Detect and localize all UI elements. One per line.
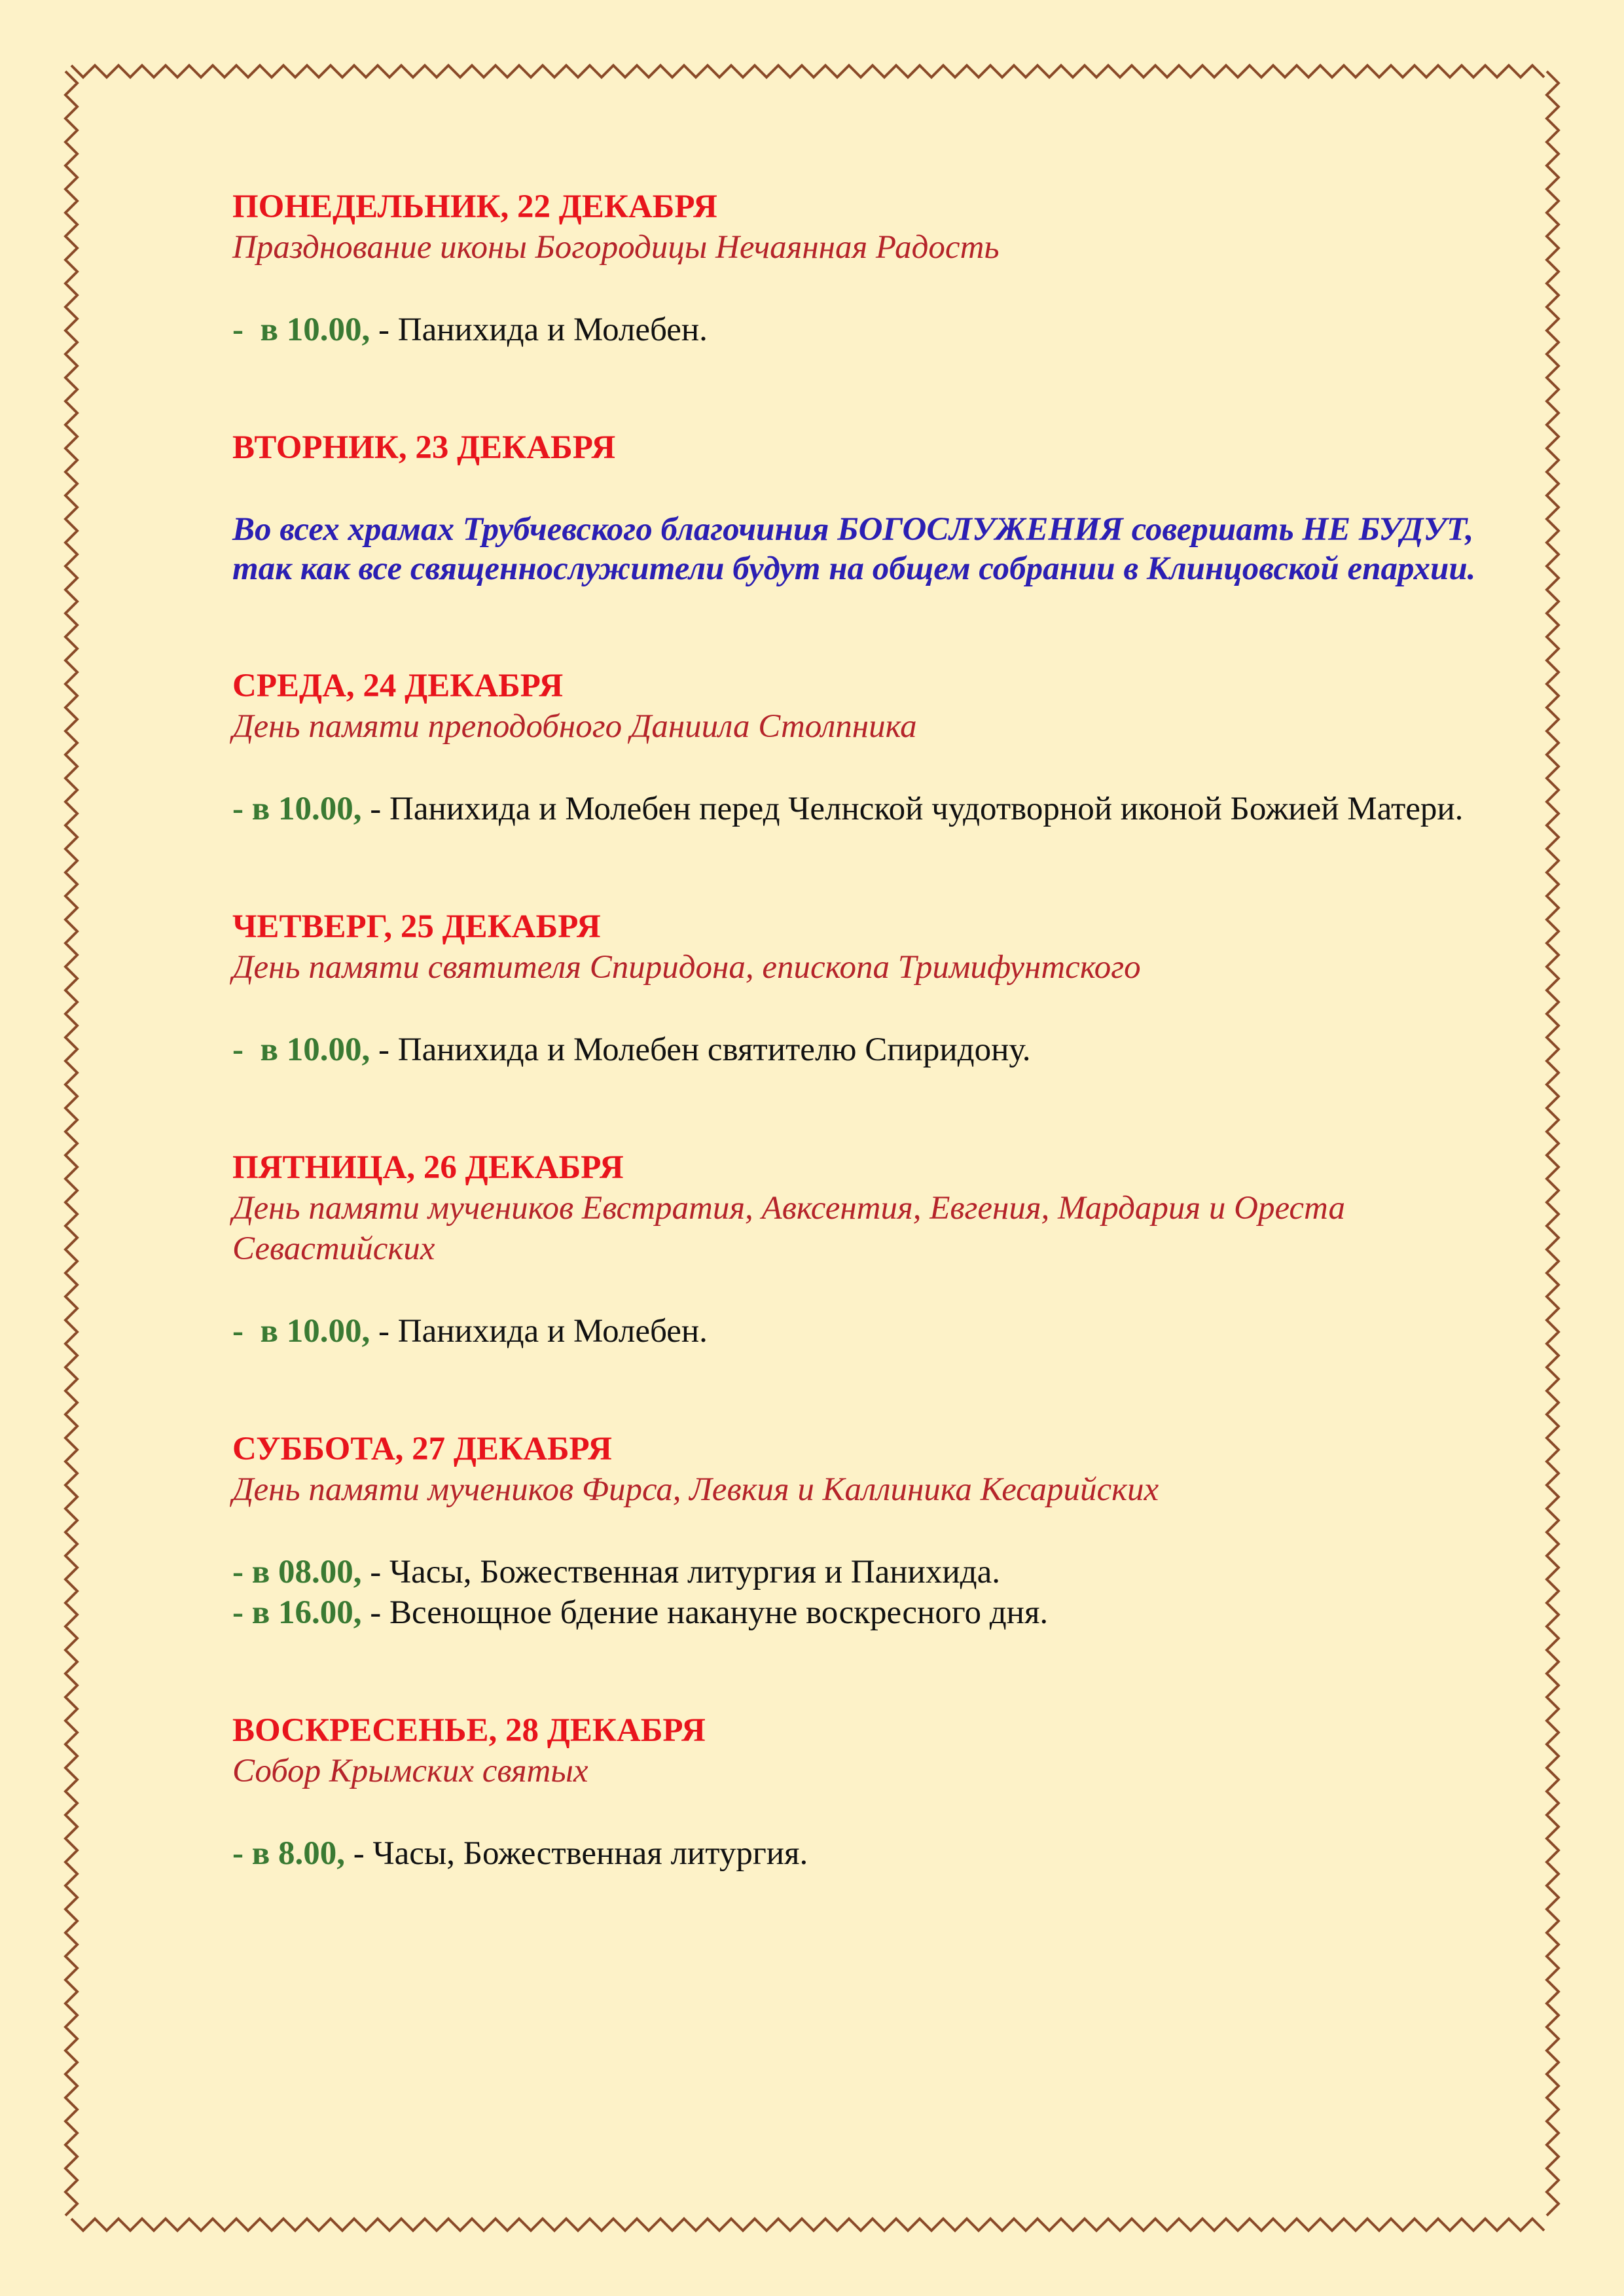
service-text: - Панихида и Молебен перед Челнской чудотворной иконой Божией Матери. xyxy=(361,791,1464,827)
service-text: - Панихида и Молебен. xyxy=(370,1313,708,1350)
day-thursday xyxy=(232,906,1509,1070)
day-title: СРЕДА, 24 ДЕКАБРЯ xyxy=(232,668,564,704)
service-entry xyxy=(232,1592,1509,1633)
service-time: - в 10.00, xyxy=(232,1313,370,1350)
day-sunday xyxy=(232,1710,1509,1874)
notice-text: Во всех храмах Трубчевского благочиния БОГОСЛУЖЕНИЯ совершать НЕ БУДУТ, так как все священнослужители будут на общем собрании в Клинцовской епархии. xyxy=(232,511,1476,587)
schedule-content xyxy=(232,187,1509,1951)
border-zigzag-bottom xyxy=(71,2219,1544,2231)
day-title: СУББОТА, 27 ДЕКАБРЯ xyxy=(232,1431,612,1467)
day-saturday xyxy=(232,1429,1509,1633)
feast-name: День памяти мучеников Евстратия, Авксентия, Евгения, Мардария и Ореста Севастийских xyxy=(232,1190,1346,1267)
service-text: - Часы, Божественная литургия. xyxy=(345,1835,808,1872)
service-time: - в 10.00, xyxy=(232,791,362,827)
service-time: - в 16.00, xyxy=(232,1594,362,1631)
day-title: ПОНЕДЕЛЬНИК, 22 ДЕКАБРЯ xyxy=(232,188,717,225)
service-time: - в 10.00, xyxy=(232,312,370,348)
feast-name: Празднование иконы Богородицы Нечаянная Радость xyxy=(232,229,1000,266)
service-entry xyxy=(232,310,1509,350)
feast-name: Собор Крымских святых xyxy=(232,1753,588,1789)
day-title: ВОСКРЕСЕНЬЕ, 28 ДЕКАБРЯ xyxy=(232,1712,706,1749)
feast-name: День памяти святителя Спиридона, епископа Тримифунтского xyxy=(232,949,1141,986)
border-zigzag-top xyxy=(71,65,1544,77)
day-monday xyxy=(232,187,1509,350)
service-time: - в 08.00, xyxy=(232,1554,362,1590)
day-friday xyxy=(232,1147,1509,1352)
border-zigzag-right xyxy=(1547,71,1559,2215)
feast-name: День памяти мучеников Фирса, Левкия и Каллиника Кесарийских xyxy=(232,1471,1159,1508)
service-text: - Панихида и Молебен. xyxy=(370,312,708,348)
service-entry xyxy=(232,789,1509,829)
border-zigzag-left xyxy=(65,71,77,2215)
service-entry xyxy=(232,1552,1509,1592)
day-tuesday xyxy=(232,427,1509,588)
service-text: - Часы, Божественная литургия и Панихида. xyxy=(361,1554,1000,1590)
service-text: - Панихида и Молебен святителю Спиридону. xyxy=(370,1031,1031,1068)
day-wednesday xyxy=(232,666,1509,829)
day-title: ЧЕТВЕРГ, 25 ДЕКАБРЯ xyxy=(232,908,601,945)
service-entry xyxy=(232,1833,1509,1874)
service-text: - Всенощное бдение накануне воскресного дня. xyxy=(361,1594,1049,1631)
day-title: ВТОРНИК, 23 ДЕКАБРЯ xyxy=(232,429,616,466)
service-time: - в 8.00, xyxy=(232,1835,346,1872)
service-entry xyxy=(232,1030,1509,1070)
service-entry xyxy=(232,1311,1509,1352)
feast-name: День памяти преподобного Даниила Столпника xyxy=(232,708,917,745)
day-title: ПЯТНИЦА, 26 ДЕКАБРЯ xyxy=(232,1149,624,1186)
service-time: - в 10.00, xyxy=(232,1031,370,1068)
